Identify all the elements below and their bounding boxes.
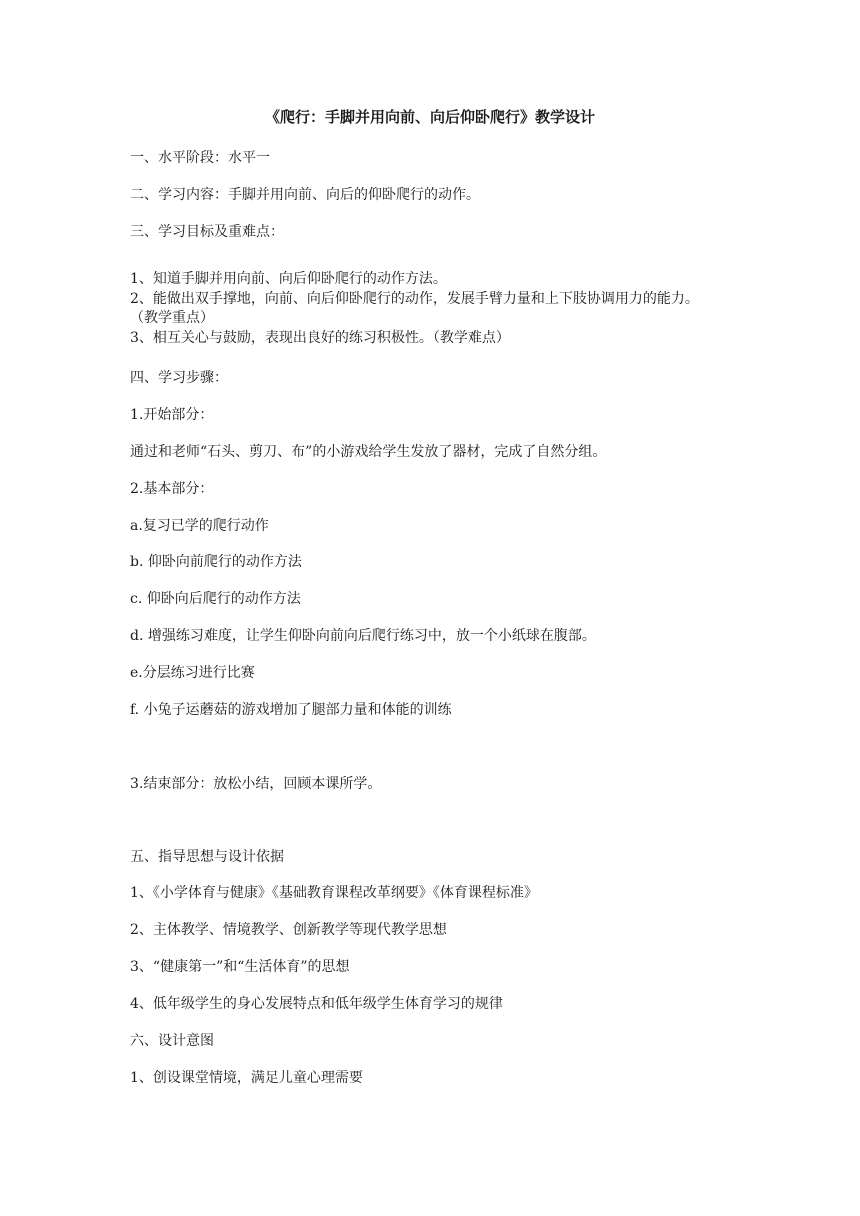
guidance-3: 3、“健康第一”和“生活体育”的思想 <box>130 959 350 975</box>
step-start-heading: 1.开始部分： <box>130 407 214 423</box>
step-basic-c: c. 仰卧向后爬行的动作方法 <box>130 591 301 607</box>
step-end: 3.结束部分：放松小结，回顾本课所学。 <box>130 776 382 792</box>
step-basic-d: d. 增强练习难度，让学生仰卧向前向后爬行练习中，放一个小纸球在腹部。 <box>130 628 596 644</box>
step-basic-a: a.复习已学的爬行动作 <box>130 518 269 534</box>
goal-1: 1、知道手脚并用向前、向后仰卧爬行的动作方法。 <box>130 271 447 287</box>
section-steps: 四、学习步骤： <box>130 370 228 386</box>
intent-1: 1、创设课堂情境，满足儿童心理需要 <box>130 1070 363 1086</box>
guidance-2: 2、主体教学、情境教学、创新教学等现代教学思想 <box>130 922 447 938</box>
section-content: 二、学习内容：手脚并用向前、向后的仰卧爬行的动作。 <box>130 187 480 203</box>
guidance-1: 1、《小学体育与健康》《基础教育课程改革纲要》《体育课程标准》 <box>130 885 538 901</box>
section-goals: 三、学习目标及重难点： <box>130 224 284 240</box>
guidance-4: 4、低年级学生的身心发展特点和低年级学生体育学习的规律 <box>130 996 503 1012</box>
step-basic-e: e.分层练习进行比赛 <box>130 665 255 681</box>
section-intent: 六、设计意图 <box>130 1033 214 1049</box>
section-level: 一、水平阶段：水平一 <box>130 150 270 166</box>
document-title: 《爬行：手脚并用向前、向后仰卧爬行》教学设计 <box>264 108 595 126</box>
step-start-text: 通过和老师“石头、剪刀、布”的小游戏给学生发放了器材，完成了自然分组。 <box>130 444 607 460</box>
goal-3: 3、相互关心与鼓励，表现出良好的练习积极性。（教学难点） <box>130 330 510 346</box>
step-basic-f: f. 小兔子运蘑菇的游戏增加了腿部力量和体能的训练 <box>130 702 452 718</box>
goal-2: 2、能做出双手撑地，向前、向后仰卧爬行的动作，发展手臂力量和上下肢协调用力的能力。 <box>130 291 699 307</box>
goal-2-note: （教学重点） <box>130 310 214 326</box>
section-guidance: 五、指导思想与设计依据 <box>130 849 284 865</box>
step-basic-b: b. 仰卧向前爬行的动作方法 <box>130 554 302 570</box>
step-basic-heading: 2.基本部分： <box>130 481 214 497</box>
